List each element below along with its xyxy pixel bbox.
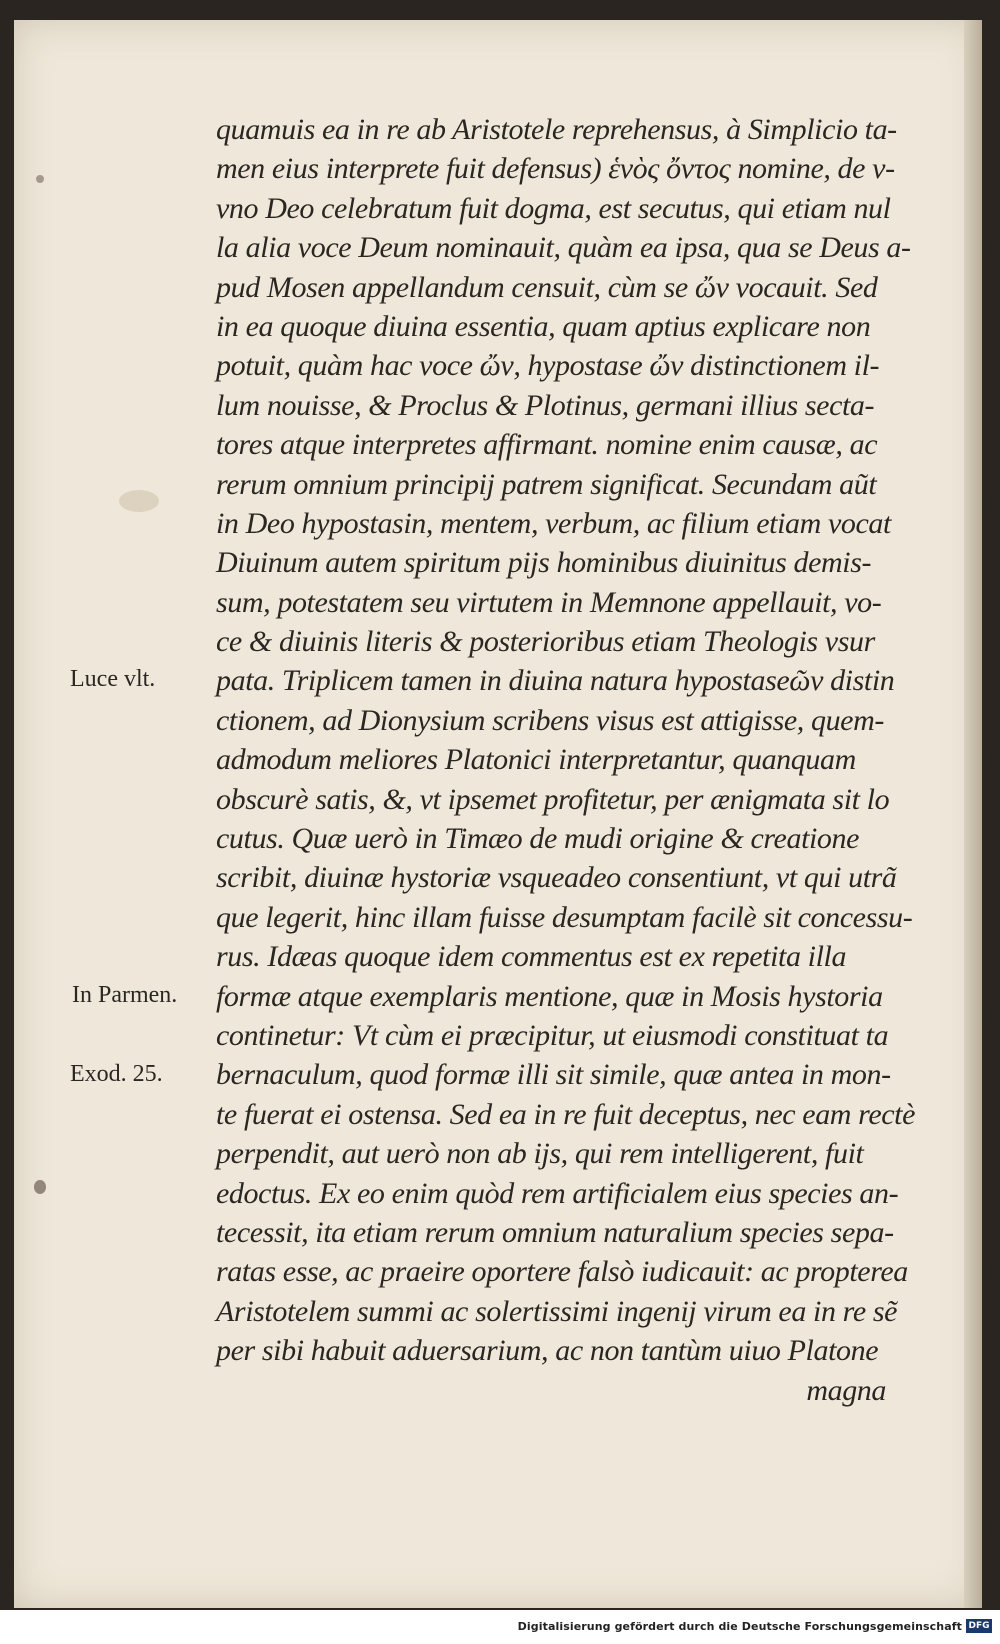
text-line: obscurè satis, &, vt ipsemet profitetur, per ænigmata sit lo [216,782,890,816]
text-line: perpendit, aut uerò non ab ijs, qui rem intelligerent, fuit [216,1137,864,1171]
marginal-note-exod: Exod. 25. [70,1061,163,1087]
text-line: Diuinum autem spiritum pijs hominibus diuinitus demis- [216,546,872,580]
paper-stain [34,1180,46,1194]
text-line: continetur: Vt cùm ei præcipitur, ut eiusmodi constituat ta [216,1018,889,1052]
text-line: quamuis ea in re ab Aristotele reprehensus, à Simplicio ta- [216,113,897,146]
text-line: in Deo hypostasin, mentem, verbum, ac filium etiam vocat [216,506,891,540]
text-line: in ea quoque diuina essentia, quam aptius explicare non [216,309,871,343]
page-edge-shadow [964,20,982,1608]
marginal-note-luce: Luce vlt. [70,666,156,692]
text-line: pata. Triplicem tamen in diuina natura hypostaseῶν distin [216,664,895,698]
text-line: la alia voce Deum nominauit, quàm ea ipsa, qua se Deus a- [216,231,911,265]
text-line: ratas esse, ac praeire oportere falsò iudicauit: ac propterea [216,1255,908,1289]
text-line: te fuerat ei ostensa. Sed ea in re fuit deceptus, nec eam rectè [216,1097,916,1131]
text-line: pud Mosen appellandum censuit, cùm se ὤν vocauit. Sed [216,270,878,304]
text-line: tecessit, ita etiam rerum omnium naturalium species sepa- [216,1215,894,1249]
text-line: rus. Idæas quoque idem commentus est ex repetita illa [216,940,847,974]
text-line: vno Deo celebratum fuit dogma, est secutus, qui etiam nul [216,191,891,225]
text-line: Aristotelem summi ac solertissimi ingenij virum ea in re sẽ [216,1294,898,1328]
paper-stain [36,175,44,183]
funding-credit: Digitalisierung gefördert durch die Deutsche Forschungsgemeinschaft [517,1620,962,1633]
dfg-logo-icon: DFG [966,1619,992,1633]
text-line: formæ atque exemplaris mentione, quæ in Mosis hystoria [216,979,883,1013]
text-line: scribit, diuinæ hystoriæ vsqueadeo consentiunt, vt qui utrã [216,861,897,895]
catchword: magna [806,1373,886,1407]
text-line: sum, potestatem seu virtutem in Memnone appellauit, vo- [216,585,882,619]
marginal-note-parmen: In Parmen. [72,982,178,1008]
text-line: cutus. Quæ uerò in Timæo de mudi origine & creatione [216,822,860,856]
text-line: que legerit, hinc illam fuisse desumptam facilè sit concessu- [216,900,913,934]
text-line: rerum omnium principij patrem significat. Secundam aũt [216,467,877,501]
paper-stain [119,490,159,512]
text-line: admodum meliores Platonici interpretantur, quanquam [216,743,856,777]
text-line: ctionem, ad Dionysium scribens visus est attigisse, quem- [216,703,884,737]
text-line: potuit, quàm hac voce ὤν, hypostase ὤν distinctionem il- [216,349,880,383]
main-text-block [216,110,936,1410]
text-line: lum nouisse, & Proclus & Plotinus, germani illius secta- [216,388,875,422]
footer-bar [0,1610,1000,1644]
text-line: bernaculum, quod formæ illi sit simile, quæ antea in mon- [216,1058,891,1092]
text-line: edoctus. Ex eo enim quòd rem artificialem eius species an- [216,1176,899,1210]
text-line: tores atque interpretes affirmant. nomine enim causæ, ac [216,428,878,462]
text-line: men eius interprete fuit defensus) ἑνὸς ὄντος nomine, de v- [216,152,895,186]
text-line: ce & diuinis literis & posterioribus etiam Theologis vsur [216,625,875,659]
text-line: per sibi habuit aduersarium, ac non tantùm uiuo Platone [216,1334,879,1368]
